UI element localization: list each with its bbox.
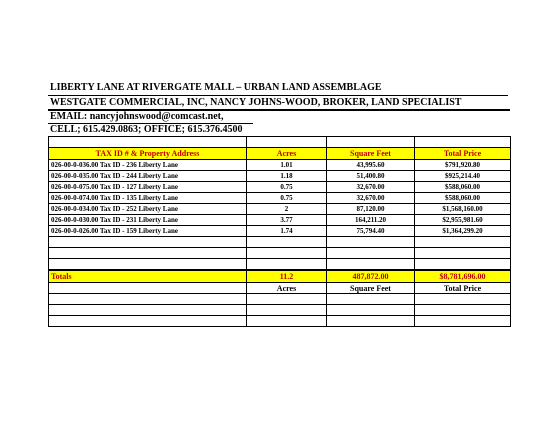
cell-total-price: $588,060.00 bbox=[415, 182, 511, 193]
units-row bbox=[49, 283, 511, 294]
table-row bbox=[49, 193, 511, 204]
email-line: EMAIL: nancyjohnswood@comcast.net, bbox=[50, 111, 224, 122]
table-row bbox=[49, 226, 511, 237]
property-table bbox=[48, 136, 511, 327]
totals-square-feet: 487,872.00 bbox=[327, 270, 415, 283]
units-square-feet: Square Feet bbox=[327, 283, 415, 294]
totals-label: Totals bbox=[49, 270, 247, 283]
column-header-address: TAX ID # & Property Address bbox=[49, 148, 247, 160]
phone-line: CELL; 615.429.0863; OFFICE; 615.376.4500 bbox=[50, 124, 243, 135]
cell-acres: 2 bbox=[247, 204, 327, 215]
table-row bbox=[49, 182, 511, 193]
cell-square-feet: 75,794.40 bbox=[327, 226, 415, 237]
cell-square-feet: 51,400.80 bbox=[327, 171, 415, 182]
cell-address: 026-00-0-036.00 Tax ID - 236 Liberty Lane bbox=[49, 160, 247, 171]
cell-address: 026-00-0-075.00 Tax ID - 127 Liberty Lane bbox=[49, 182, 247, 193]
cell-acres: 1.01 bbox=[247, 160, 327, 171]
cell-acres: 0.75 bbox=[247, 182, 327, 193]
cell-total-price: $1,364,299.20 bbox=[415, 226, 511, 237]
units-acres: Acres bbox=[247, 283, 327, 294]
cell-total-price: $791,920.80 bbox=[415, 160, 511, 171]
table-row bbox=[49, 294, 511, 305]
table-row bbox=[49, 160, 511, 171]
table-row bbox=[49, 204, 511, 215]
title-rule bbox=[48, 95, 508, 96]
cell-acres: 1.18 bbox=[247, 171, 327, 182]
cell-address: 026-00-0-026.00 Tax ID - 159 Liberty Lane bbox=[49, 226, 247, 237]
cell-square-feet: 32,670.00 bbox=[327, 193, 415, 204]
column-header-total-price: Total Price bbox=[415, 148, 511, 160]
broker-line: WESTGATE COMMERCIAL, INC, NANCY JOHNS-WOOD, BROKER, LAND SPECIALIST bbox=[50, 97, 462, 108]
table-row bbox=[49, 316, 511, 327]
cell-address: 026-00-0-030.00 Tax ID - 231 Liberty Lane bbox=[49, 215, 247, 226]
cell-total-price: $925,214.40 bbox=[415, 171, 511, 182]
cell-address: 026-00-0-035.00 Tax ID - 244 Liberty Lane bbox=[49, 171, 247, 182]
cell-square-feet: 87,120.00 bbox=[327, 204, 415, 215]
cell-square-feet: 43,995.60 bbox=[327, 160, 415, 171]
table-row bbox=[49, 215, 511, 226]
cell-address: 026-00-0-034.00 Tax ID - 252 Liberty Lane bbox=[49, 204, 247, 215]
cell-square-feet: 32,670.00 bbox=[327, 182, 415, 193]
cell-address: 026-00-0-074.00 Tax ID - 135 Liberty Lane bbox=[49, 193, 247, 204]
totals-row bbox=[49, 270, 511, 283]
table-row bbox=[49, 171, 511, 182]
table-row bbox=[49, 259, 511, 271]
cell-acres: 3.77 bbox=[247, 215, 327, 226]
table-row bbox=[49, 237, 511, 248]
table-row bbox=[49, 248, 511, 259]
column-header-row bbox=[49, 148, 511, 160]
cell-acres: 1.74 bbox=[247, 226, 327, 237]
column-header-square-feet: Square Feet bbox=[327, 148, 415, 160]
totals-total-price: $8,781,696.00 bbox=[415, 270, 511, 283]
cell-total-price: $588,060.00 bbox=[415, 193, 511, 204]
units-total-price: Total Price bbox=[415, 283, 511, 294]
cell-total-price: $1,568,160.00 bbox=[415, 204, 511, 215]
cell-square-feet: 164,211.20 bbox=[327, 215, 415, 226]
table-row bbox=[49, 137, 511, 148]
cell-acres: 0.75 bbox=[247, 193, 327, 204]
column-header-acres: Acres bbox=[247, 148, 327, 160]
document-title: LIBERTY LANE AT RIVERGATE MALL – URBAN LAND ASSEMBLAGE bbox=[50, 82, 382, 93]
cell-total-price: $2,955,981.60 bbox=[415, 215, 511, 226]
table-row bbox=[49, 305, 511, 316]
totals-acres: 11.2 bbox=[247, 270, 327, 283]
